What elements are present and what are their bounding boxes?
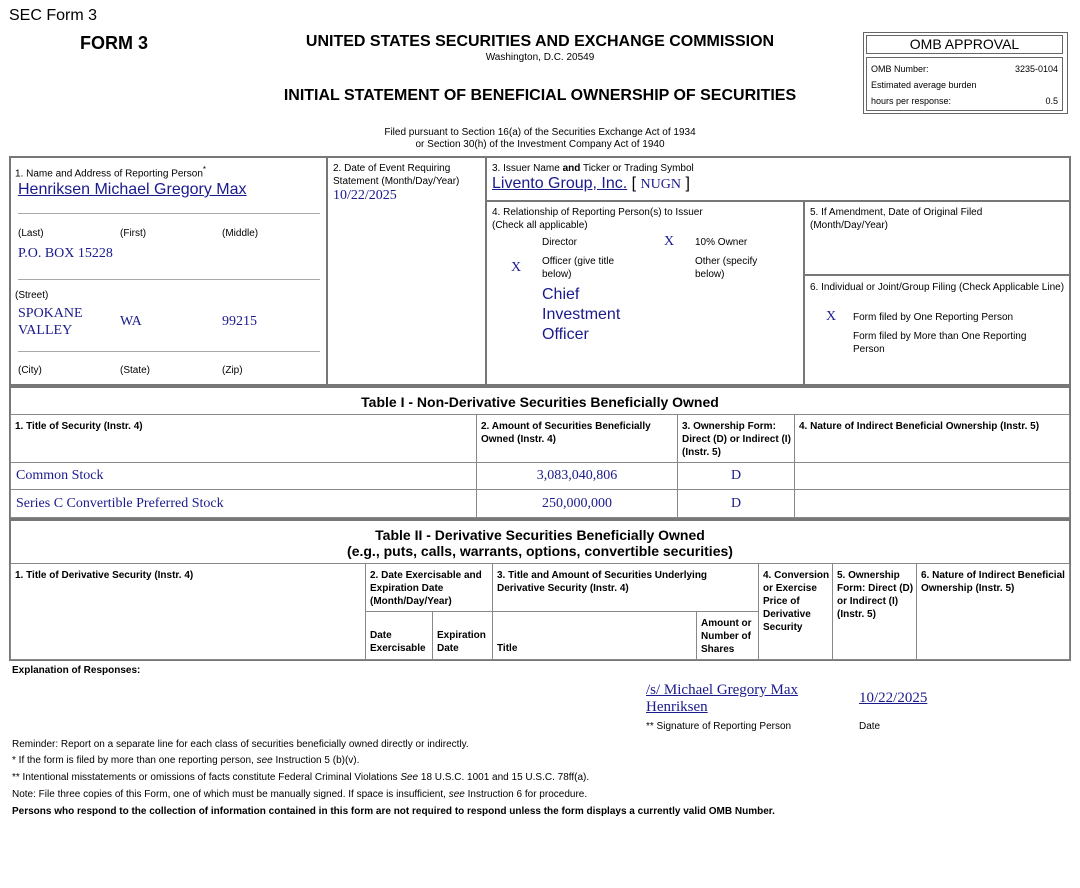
table-2-header-underlying: [492, 563, 759, 612]
street-label: (Street): [15, 290, 49, 301]
table-2-header-underlying-amount: [696, 611, 759, 660]
signature-date-label: Date: [859, 721, 881, 732]
explanation-label: Explanation of Responses:: [12, 665, 141, 676]
box3-label-a: 3. Issuer Name: [492, 163, 563, 174]
footnote-3-a: Note: File three copies of this Form, one of which must be manually signed. If space is insufficient,: [12, 789, 449, 800]
zip-value: 99215: [222, 314, 257, 329]
ten-percent-owner-label: 10% Owner: [695, 237, 748, 248]
footnote-2: [12, 771, 589, 784]
table-2-h2-text: 2. Date Exercisable and Expiration Date (Month/Day/Year): [370, 570, 482, 607]
table-2-header-dates: [365, 563, 493, 612]
table-1-header-title: [10, 414, 477, 463]
event-date-value: 10/22/2025: [333, 188, 397, 203]
box5-label: 5. If Amendment, Date of Original Filed (Month/Day/Year): [810, 207, 983, 231]
omb-hours-label: hours per response:: [871, 96, 952, 106]
table-2-header-underlying-title: [492, 611, 697, 660]
table-2-h6-text: 6. Nature of Indirect Beneficial Ownership (Instr. 5): [921, 570, 1065, 594]
table-2-header-title: [10, 563, 366, 660]
table-row: [10, 489, 477, 518]
form-name: FORM 3: [80, 33, 149, 53]
divider: [18, 279, 320, 280]
table-2-title: Table II - Derivative Securities Beneficially Owned: [375, 527, 705, 543]
footnote-2-b: 18 U.S.C. 1001 and 15 U.S.C. 78ff(a).: [418, 772, 590, 783]
bracket-open: [: [631, 175, 637, 192]
agency-location: Washington, D.C. 20549: [485, 52, 595, 63]
table-2-h4-text: 4. Conversion or Exercise Price of Derivative Security: [763, 570, 830, 633]
director-label: Director: [542, 237, 578, 248]
omb-details: [866, 57, 1063, 111]
box3-issuer: [487, 157, 1070, 202]
one-person-checkbox[interactable]: X: [826, 309, 837, 324]
box1-label: [15, 163, 206, 180]
table-2-header-date-exercisable: [365, 611, 433, 660]
box4-relationship: [487, 202, 805, 385]
table-cell: [794, 489, 1070, 518]
bracket-close: ]: [685, 175, 690, 192]
omb-approval-box: [863, 32, 1068, 114]
street-value: P.O. BOX 15228: [18, 246, 113, 261]
table-2-header-conversion: [758, 563, 833, 660]
box3-label-b: Ticker or Trading Symbol: [580, 163, 694, 174]
omb-number-value: 3235-0104: [1014, 64, 1058, 74]
agency-title: UNITED STATES SECURITIES AND EXCHANGE COMMISSION: [305, 33, 775, 50]
middle-label: (Middle): [222, 228, 259, 239]
box3-label: [492, 162, 694, 175]
box4-label: 4. Relationship of Reporting Person(s) to Issuer: [492, 207, 703, 218]
other-label: Other (specify below): [695, 256, 758, 280]
table-2-h3-text: 3. Title and Amount of Securities Underlying Derivative Security (Instr. 4): [497, 570, 708, 594]
table-2-h2b-text: Expiration Date: [437, 630, 486, 654]
box1-label-text: 1. Name and Address of Reporting Person: [15, 168, 203, 180]
omb-hours-value: 0.5: [1045, 96, 1058, 106]
table-row: [10, 462, 477, 490]
filed-pursuant-line-1: Filed pursuant to Section 16(a) of the Securities Exchange Act of 1934: [384, 127, 696, 138]
omb-burden-label: Estimated average burden: [871, 80, 977, 90]
table-1-header-nature: [794, 414, 1070, 463]
issuer-line: [492, 175, 690, 193]
table-1-header-nature-text: 4. Nature of Indirect Beneficial Ownership (Instr. 5): [799, 421, 1040, 432]
box6-label: 6. Individual or Joint/Group Filing (Check Applicable Line): [810, 282, 1065, 293]
signature-date: 10/22/2025: [859, 690, 928, 706]
statement-title: INITIAL STATEMENT OF BENEFICIAL OWNERSHIP OF SECURITIES: [283, 87, 797, 104]
footnote-1-see: see: [256, 755, 273, 766]
filed-pursuant-line-2: or Section 30(h) of the Investment Company Act of 1940: [415, 139, 665, 150]
ownership-form: D: [730, 496, 742, 511]
ten-percent-owner-checkbox[interactable]: X: [664, 234, 675, 249]
table-1-header-title-text: 1. Title of Security (Instr. 4): [15, 421, 143, 432]
box1-asterisk: *: [202, 165, 207, 174]
officer-label: Officer (give title below): [542, 256, 615, 280]
zip-label: (Zip): [222, 365, 243, 376]
table-2-h2a-text: Date Exercisable: [370, 630, 426, 654]
table-2-header-nature: [916, 563, 1070, 660]
box2-label: 2. Date of Event Requiring Statement (Month/Day/Year): [333, 163, 460, 187]
table-1-header-ownership-text: 3. Ownership Form: Direct (D) or Indirect (I) (Instr. 5): [682, 421, 791, 458]
table-2-h5-text: 5. Ownership Form: Direct (D) or Indirect (I) (Instr. 5): [837, 570, 914, 620]
omb-number-label: OMB Number:: [871, 64, 929, 74]
security-amount: 250,000,000: [542, 496, 612, 511]
table-1-header-amount: [476, 414, 678, 463]
security-title: Common Stock: [16, 468, 104, 483]
footnote-2-a: ** Intentional misstatements or omissions of facts constitute Federal Criminal Violations: [12, 772, 401, 783]
page-label: SEC Form 3: [9, 7, 98, 24]
table-1-header-ownership: [677, 414, 795, 463]
table-1-header-amount-text: 2. Amount of Securities Beneficially Owned (Instr. 4): [481, 421, 651, 445]
footnote-1: [12, 754, 359, 767]
divider: [18, 351, 320, 352]
box5-amendment: [805, 202, 1070, 276]
issuer-name[interactable]: Livento Group, Inc.: [492, 175, 628, 192]
last-label: (Last): [18, 228, 44, 239]
table-cell: [476, 489, 678, 518]
footnote-3-b: Instruction 6 for procedure.: [464, 789, 588, 800]
box2-event-date: [328, 157, 487, 385]
footnote-2-see: See: [400, 772, 419, 783]
reporting-person-name[interactable]: Henriksen Michael Gregory Max: [18, 181, 247, 198]
state-value: WA: [120, 314, 142, 329]
omb-title: OMB APPROVAL: [866, 35, 1063, 54]
footnote-1-a: * If the form is filed by more than one reporting person,: [12, 755, 257, 766]
table-2-h1-text: 1. Title of Derivative Security (Instr. 4): [15, 570, 194, 581]
table-2-header-ownership: [832, 563, 917, 660]
box3-label-and: and: [562, 163, 581, 174]
multiple-persons-label: Form filed by More than One Reporting Person: [853, 331, 1027, 355]
table-2-header-expiration-date: [432, 611, 493, 660]
box4-sublabel: (Check all applicable): [492, 220, 588, 231]
table-1-title: Table I - Non-Derivative Securities Beneficially Owned: [361, 394, 719, 410]
table-2-h3a-text: Title: [497, 643, 518, 654]
city-label: (City): [18, 365, 42, 376]
security-amount: 3,083,040,806: [536, 468, 618, 483]
table-cell: [677, 489, 795, 518]
table-2-h3b-text: Amount or Number of Shares: [701, 618, 752, 655]
footnote-3: [12, 788, 587, 801]
first-label: (First): [120, 228, 147, 239]
table-cell: [794, 462, 1070, 490]
one-person-label: Form filed by One Reporting Person: [853, 312, 1014, 323]
reminder-note: Reminder: Report on a separate line for each class of securities beneficially owned directly or indirectly.: [12, 739, 469, 750]
city-value: SPOKANE VALLEY: [18, 306, 83, 338]
signature-label: ** Signature of Reporting Person: [646, 721, 792, 732]
ownership-form: D: [730, 468, 742, 483]
footnote-1-b: Instruction 5 (b)(v).: [272, 755, 360, 766]
table-cell: [476, 462, 678, 490]
table-cell: [677, 462, 795, 490]
ticker-symbol: NUGN: [640, 177, 681, 192]
state-label: (State): [120, 365, 151, 376]
signature-value: /s/ Michael Gregory Max Henriksen: [646, 682, 799, 715]
security-title: Series C Convertible Preferred Stock: [16, 496, 224, 511]
filed-pursuant: [300, 127, 780, 151]
table-2-subtitle: (e.g., puts, calls, warrants, options, convertible securities): [347, 543, 733, 559]
box6-filing-type: [805, 276, 1070, 385]
omb-notice: Persons who respond to the collection of information contained in this form are not required to respond unless the form displays a currently valid OMB Number.: [12, 806, 775, 817]
officer-title: Chief Investment Officer: [542, 286, 621, 343]
box1-reporting-person: [10, 157, 328, 385]
officer-checkbox[interactable]: X: [511, 260, 522, 275]
footnote-3-see: see: [448, 789, 465, 800]
divider: [18, 213, 320, 214]
